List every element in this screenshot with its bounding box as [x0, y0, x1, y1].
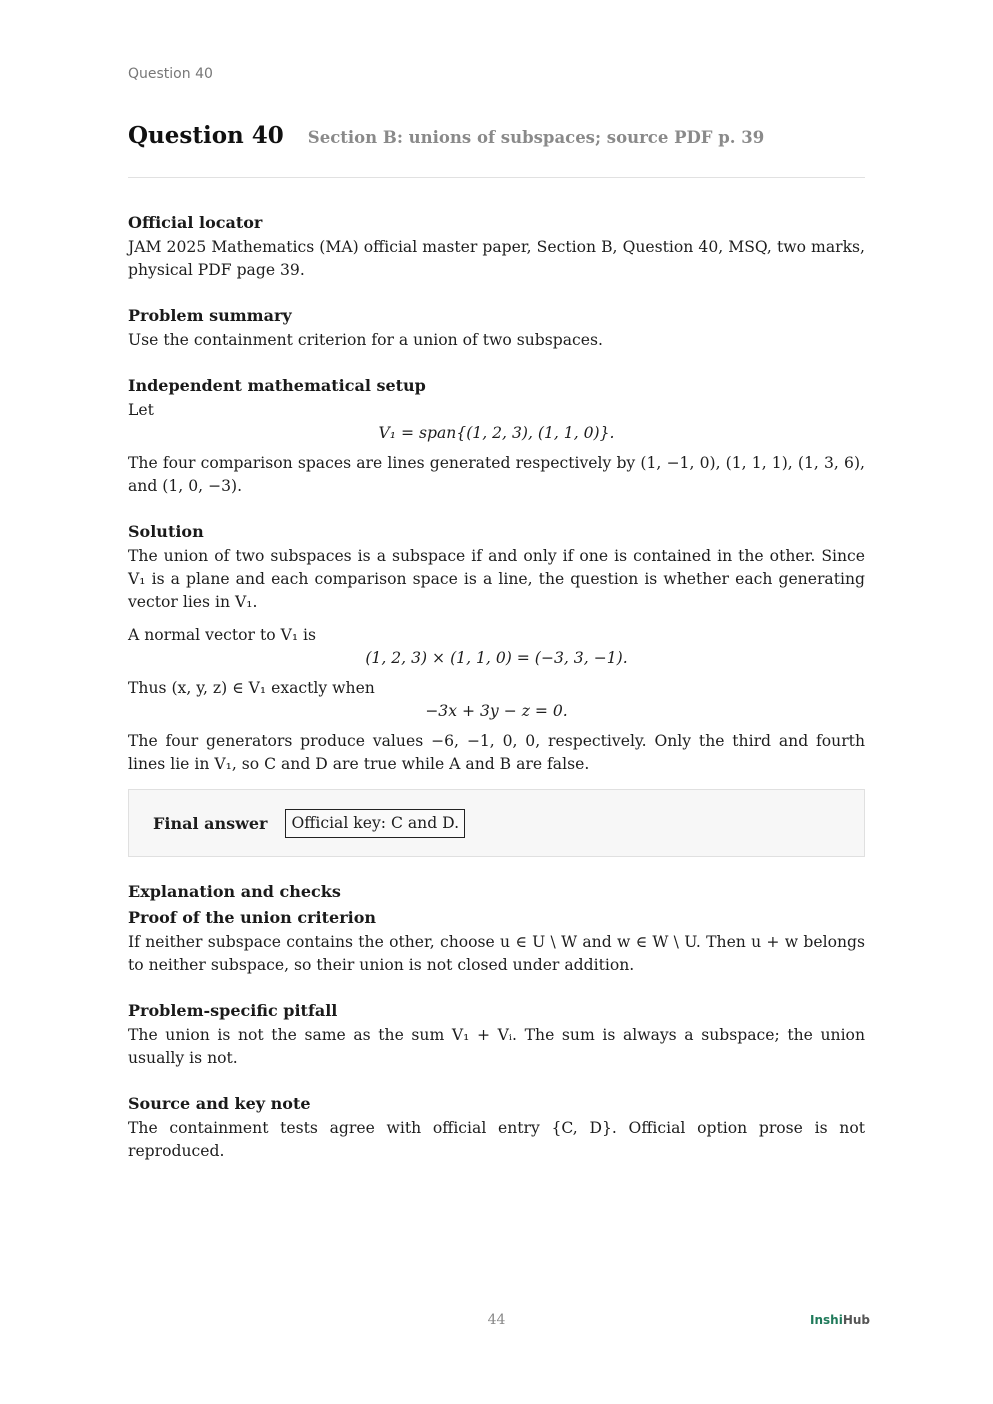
page-number: 44	[487, 1312, 506, 1328]
setup-equation: V₁ = span{(1, 2, 3), (1, 1, 0)}.	[378, 424, 615, 442]
proof-heading: Proof of the union criterion	[128, 908, 377, 927]
source-heading: Source and key note	[128, 1094, 311, 1113]
explanation-heading: Explanation and checks	[128, 882, 341, 901]
brand-logo	[810, 1313, 870, 1327]
solution-paragraph-2: A normal vector to V₁ is	[128, 626, 317, 644]
pitfall-heading: Problem-specific pitfall	[128, 1001, 338, 1020]
title-row	[128, 122, 865, 149]
solution-paragraph-1: The union of two subspaces is a subspace if and only if one is contained in the other. Since V₁ is a plane and each comparison space is a line, the question is whether each generating vector lies in V₁.	[128, 547, 865, 611]
plane-equation: −3x + 3y − z = 0.	[425, 702, 568, 720]
final-answer-label: Final answer	[153, 813, 268, 833]
locator-text: JAM 2025 Mathematics (MA) official master paper, Section B, Question 40, MSQ, two marks, physical PDF page 39.	[128, 238, 865, 279]
summary-heading: Problem summary	[128, 306, 292, 325]
source-text: The containment tests agree with official entry {C, D}. Official option prose is not reproduced.	[128, 1119, 865, 1160]
solution-paragraph-4: The four generators produce values −6, −1, 0, 0, respectively. Only the third and fourth lines lie in V₁, so C and D are true while A and B are false.	[128, 732, 865, 773]
solution-heading: Solution	[128, 522, 204, 541]
brand-part-2: Hub	[842, 1313, 870, 1327]
running-header: Question 40	[128, 66, 213, 82]
final-answer-box	[128, 789, 865, 857]
document-body	[128, 210, 865, 1163]
summary-text: Use the containment criterion for a union of two subspaces.	[128, 331, 603, 349]
setup-text: The four comparison spaces are lines generated respectively by (1, −1, 0), (1, 1, 1), (1, 3, 6), and (1, 0, −3).	[128, 454, 865, 495]
setup-heading: Independent mathematical setup	[128, 376, 426, 395]
proof-text: If neither subspace contains the other, choose u ∈ U \ W and w ∈ W \ U. Then u + w belongs to neither subspace, so their union is not closed under addition.	[128, 933, 865, 974]
cross-product-equation: (1, 2, 3) × (1, 1, 0) = (−3, 3, −1).	[365, 649, 628, 667]
solution-paragraph-3: Thus (x, y, z) ∈ V₁ exactly when	[128, 679, 375, 697]
final-answer-key: Official key: C and D.	[285, 809, 465, 838]
page-subtitle: Section B: unions of subspaces; source PDF p. 39	[307, 128, 765, 147]
pitfall-text: The union is not the same as the sum V₁ + Vᵢ. The sum is always a subspace; the union usually is not.	[128, 1026, 865, 1067]
locator-heading: Official locator	[128, 213, 263, 232]
title-divider	[128, 177, 865, 178]
page-title: Question 40	[128, 122, 284, 149]
setup-intro: Let	[128, 401, 154, 419]
brand-part-1: Inshi	[810, 1313, 843, 1327]
